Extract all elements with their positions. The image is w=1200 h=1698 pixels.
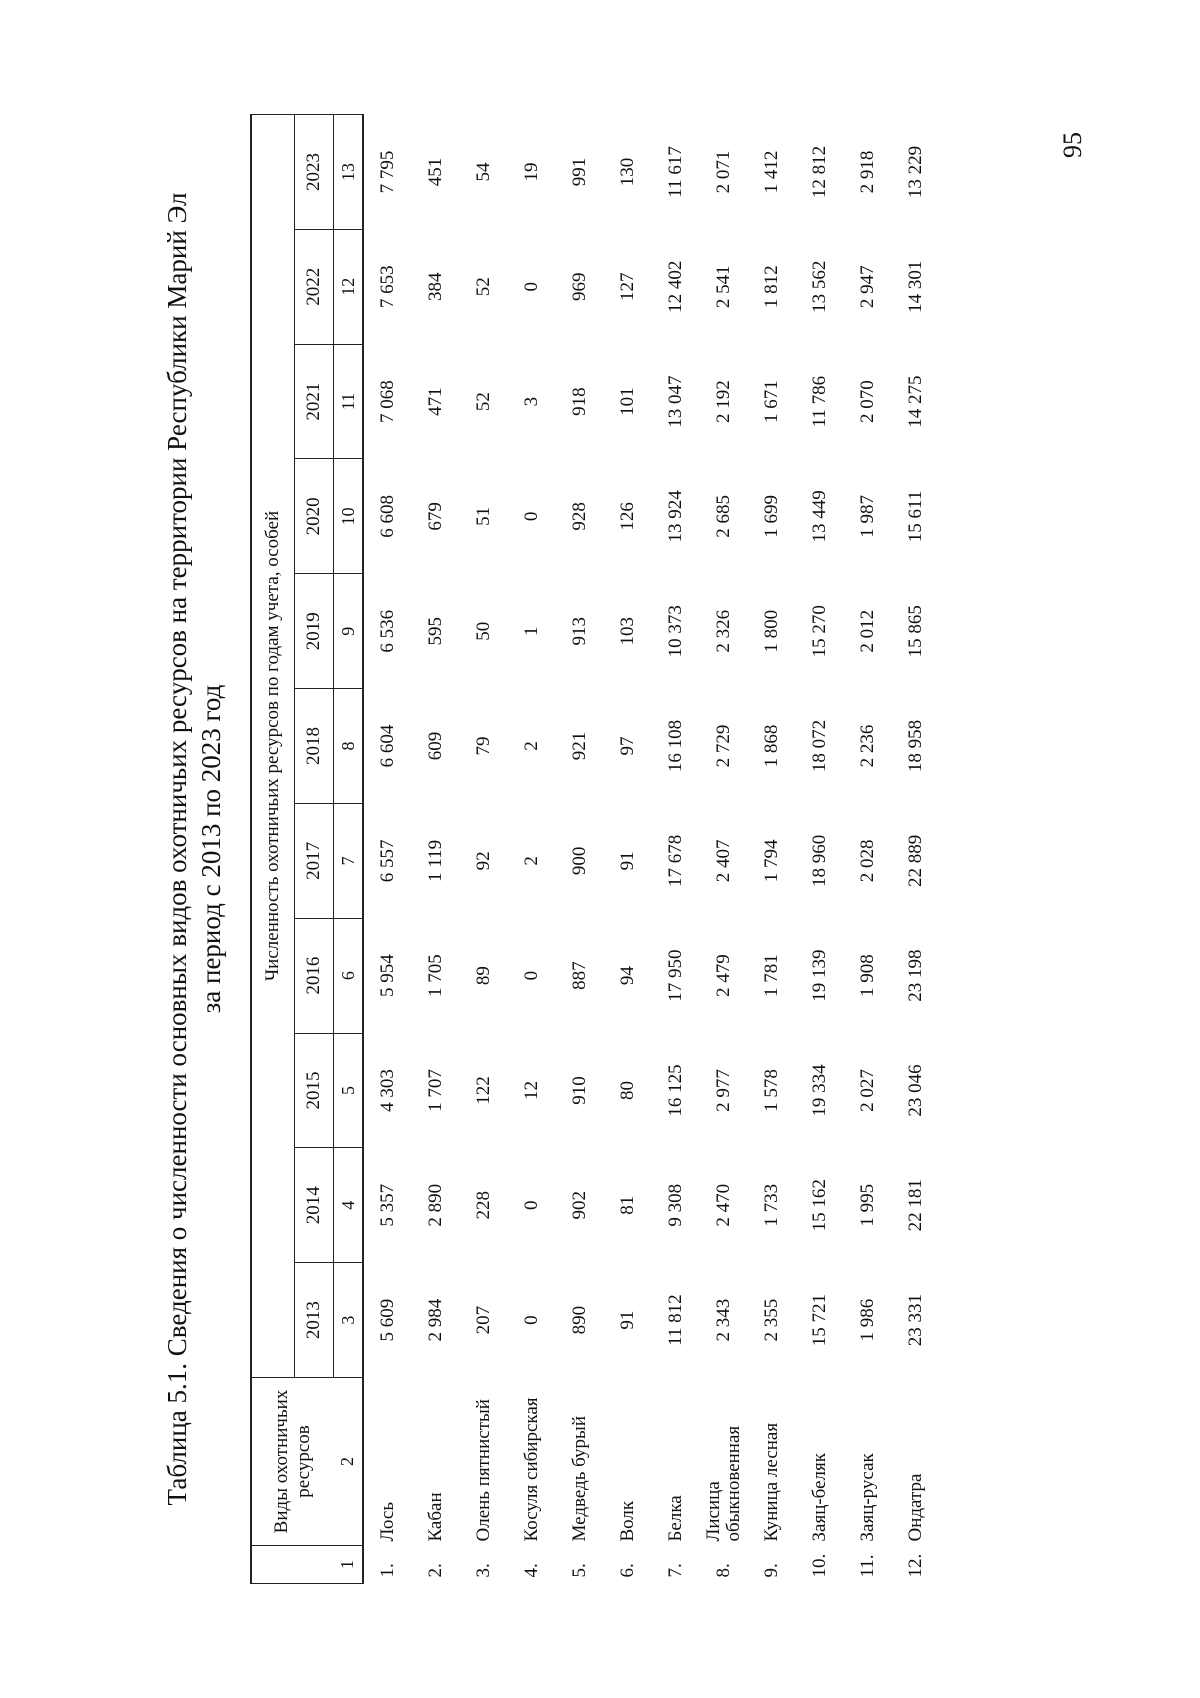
count-cell: 0 [521,1315,542,1325]
count-cell: 23 046 [905,1064,926,1117]
count-cell: 4 303 [377,1069,398,1112]
count-cell: 2 071 [713,150,734,194]
header-column-number: 8 [334,689,364,804]
count-cell: 1 578 [761,1069,782,1112]
count-cell: 6 608 [377,495,398,538]
count-cell: 2 236 [857,724,878,768]
count-cell: 1 987 [857,495,878,538]
header-column-number: 10 [334,459,364,574]
count-cell: 2 192 [713,380,734,423]
count-cell: 11 617 [665,146,686,198]
count-cell: 902 [569,1191,590,1220]
count-cell: 890 [569,1305,590,1335]
species-name: Лось [377,1502,398,1542]
count-cell: 5 609 [377,1298,398,1342]
count-cell: 13 924 [665,490,686,543]
row-number: 9. [761,1563,782,1578]
count-cell: 2 977 [713,1069,734,1112]
header-group: Численность охотничьих ресурсов по годам учета, особей [251,115,295,1378]
count-cell: 97 [617,736,638,756]
count-cell: 23 331 [905,1293,926,1347]
count-cell: 5 954 [377,954,398,998]
table-row [796,115,844,1584]
count-cell: 1 800 [761,609,782,653]
count-cell: 50 [473,621,494,641]
header-species: Виды охотничьих ресурсов [251,1378,334,1546]
count-cell: 19 334 [809,1064,830,1117]
row-number: 5. [569,1563,590,1578]
count-cell: 13 562 [809,260,830,313]
count-cell: 2 326 [713,609,734,653]
count-cell: 18 960 [809,834,830,887]
species-name: Лисица обыкновенная [703,1425,744,1542]
count-cell: 10 373 [665,605,686,658]
header-year: 2021 [295,344,334,459]
count-cell: 91 [617,851,638,871]
count-cell: 51 [473,506,494,526]
count-cell: 19 139 [809,949,830,1002]
count-cell: 11 812 [665,1294,686,1346]
count-cell: 2 685 [713,495,734,538]
count-cell: 2 343 [713,1298,734,1342]
count-cell: 2 355 [761,1298,782,1342]
row-number: 4. [521,1563,542,1578]
count-cell: 122 [473,1076,494,1105]
count-cell: 15 162 [809,1179,830,1232]
count-cell: 1 733 [761,1183,782,1227]
count-cell: 22 889 [905,834,926,887]
count-cell: 2 918 [857,150,878,194]
count-cell: 12 [521,1080,542,1100]
count-cell: 1 868 [761,724,782,768]
count-cell: 18 958 [905,719,926,773]
count-cell: 6 557 [377,839,398,883]
count-cell: 228 [473,1191,494,1220]
table-row [700,115,748,1584]
count-cell: 679 [425,502,446,531]
count-cell: 7 068 [377,380,398,423]
count-cell: 921 [569,731,590,761]
count-cell: 9 308 [665,1183,686,1227]
count-cell: 18 072 [809,719,830,773]
count-cell: 2 947 [857,265,878,309]
count-cell: 15 611 [905,490,926,543]
count-cell: 0 [521,1200,542,1211]
header-column-number: 3 [334,1263,364,1378]
species-name: Волк [617,1500,638,1542]
count-cell: 7 795 [377,150,398,194]
count-cell: 918 [569,387,590,416]
row-number: 1. [377,1563,398,1578]
header-column-number: 12 [334,229,364,344]
count-cell: 17 678 [665,834,686,887]
header-column-number: 13 [334,115,364,230]
species-name: Медведь бурый [569,1416,590,1542]
count-cell: 91 [617,1310,638,1330]
count-cell: 54 [473,162,494,182]
species-name: Косуля сибирская [521,1397,542,1542]
row-number: 3. [473,1563,494,1578]
count-cell: 1 707 [425,1069,446,1112]
count-cell: 595 [425,616,446,646]
header-column-number: 11 [334,344,364,459]
table-row [892,115,940,1584]
header-year: 2016 [295,918,334,1033]
table-title: Таблица 5.1. Сведения о численности основных видов охотничьих ресурсов на территории Республики Марий Эл [162,192,192,1506]
count-cell: 103 [617,616,638,646]
row-number: 12. [905,1553,926,1578]
count-cell: 89 [473,966,494,986]
count-cell: 3 [521,396,542,407]
count-cell: 1 995 [857,1183,878,1227]
count-cell: 2 070 [857,380,878,423]
species-name: Ондатра [905,1473,926,1542]
table-row [556,115,604,1584]
count-cell: 15 270 [809,605,830,658]
count-cell: 52 [473,392,494,412]
count-cell: 991 [569,157,590,187]
species-name: Белка [665,1495,686,1542]
count-cell: 0 [521,970,542,981]
count-cell: 1 794 [761,839,782,883]
header-column-number: 1 [334,1546,364,1584]
count-cell: 101 [617,387,638,416]
count-cell: 1 412 [761,150,782,194]
count-cell: 2 027 [857,1069,878,1112]
count-cell: 14 301 [905,260,926,313]
count-cell: 2 012 [857,609,878,653]
table-row [412,115,460,1584]
count-cell: 80 [617,1080,638,1100]
count-cell: 19 [521,162,542,182]
row-number: 7. [665,1563,686,1578]
table-row [844,115,892,1584]
header-number-cell [251,1546,334,1584]
count-cell: 92 [473,851,494,871]
count-cell: 15 865 [905,605,926,658]
count-cell: 52 [473,277,494,297]
header-year: 2020 [295,459,334,574]
species-name: Кабан [425,1492,446,1542]
species-name: Куница лесная [761,1422,782,1542]
count-cell: 5 357 [377,1183,398,1227]
header-year: 2023 [295,115,334,230]
count-cell: 2 984 [425,1298,446,1342]
species-name: Заяц-русак [857,1453,878,1542]
rotated-table-block [160,114,1040,1584]
table-row [652,115,700,1584]
count-cell: 23 198 [905,949,926,1002]
count-cell: 1 908 [857,954,878,998]
count-cell: 207 [473,1305,494,1335]
count-cell: 14 275 [905,375,926,428]
count-cell: 6 536 [377,609,398,653]
row-number: 8. [713,1563,734,1578]
header-year: 2017 [295,803,334,918]
table-row [363,115,412,1584]
count-cell: 22 181 [905,1179,926,1232]
count-cell: 6 604 [377,724,398,768]
count-cell: 2 [521,856,542,866]
count-cell: 471 [425,387,446,416]
count-cell: 1 671 [761,380,782,423]
header-column-number: 9 [334,574,364,689]
count-cell: 2 028 [857,839,878,883]
count-cell: 2 407 [713,839,734,883]
species-name: Заяц-беляк [809,1453,830,1542]
count-cell: 12 812 [809,145,830,199]
count-cell: 1 781 [761,954,782,998]
count-cell: 969 [569,272,590,302]
header-column-number: 7 [334,803,364,918]
count-cell: 126 [617,502,638,531]
count-cell: 1 699 [761,495,782,538]
count-cell: 0 [521,282,542,292]
count-cell: 384 [425,272,446,302]
header-column-number: 2 [334,1378,364,1546]
header-column-number: 4 [334,1148,364,1263]
count-cell: 913 [569,616,590,646]
count-cell: 7 653 [377,265,398,309]
count-cell: 900 [569,846,590,876]
table-row [460,115,508,1584]
count-cell: 13 229 [905,145,926,199]
count-cell: 2 479 [713,954,734,998]
table-row [748,115,796,1584]
count-cell: 79 [473,736,494,756]
page-number: 95 [1058,132,1087,158]
row-number: 10. [809,1553,830,1578]
count-cell: 2 729 [713,724,734,768]
table-row [604,115,652,1584]
count-cell: 887 [569,961,590,990]
count-cell: 1 705 [425,954,446,998]
header-year: 2015 [295,1033,334,1148]
count-cell: 2 890 [425,1183,446,1227]
header-year: 2014 [295,1148,334,1263]
count-cell: 94 [617,966,638,986]
count-cell: 16 125 [665,1064,686,1117]
header-column-number: 6 [334,918,364,1033]
count-cell: 0 [521,511,542,522]
count-cell: 13 449 [809,490,830,543]
count-cell: 13 047 [665,375,686,428]
header-year: 2013 [295,1263,334,1378]
hunting-resources-table [250,114,940,1584]
count-cell: 609 [425,731,446,761]
header-year: 2019 [295,574,334,689]
count-cell: 12 402 [665,260,686,313]
table-row [508,115,556,1584]
count-cell: 127 [617,272,638,302]
count-cell: 2 [521,741,542,751]
row-number: 6. [617,1563,638,1578]
header-year: 2018 [295,689,334,804]
table-subtitle: за период с 2013 по 2023 год [196,684,226,1014]
count-cell: 15 721 [809,1293,830,1347]
count-cell: 451 [425,157,446,187]
count-cell: 2 470 [713,1183,734,1227]
count-cell: 2 541 [713,265,734,309]
species-name: Олень пятнистый [473,1399,494,1542]
header-column-number: 5 [334,1033,364,1148]
count-cell: 11 786 [809,375,830,428]
count-cell: 1 812 [761,265,782,309]
count-cell: 130 [617,157,638,187]
count-cell: 1 [521,626,542,636]
count-cell: 81 [617,1195,638,1215]
count-cell: 928 [569,502,590,531]
row-number: 2. [425,1563,446,1578]
count-cell: 1 986 [857,1298,878,1342]
count-cell: 910 [569,1076,590,1105]
header-year: 2022 [295,229,334,344]
count-cell: 16 108 [665,719,686,773]
count-cell: 1 119 [425,839,446,882]
row-number: 11. [857,1554,878,1578]
count-cell: 17 950 [665,949,686,1002]
